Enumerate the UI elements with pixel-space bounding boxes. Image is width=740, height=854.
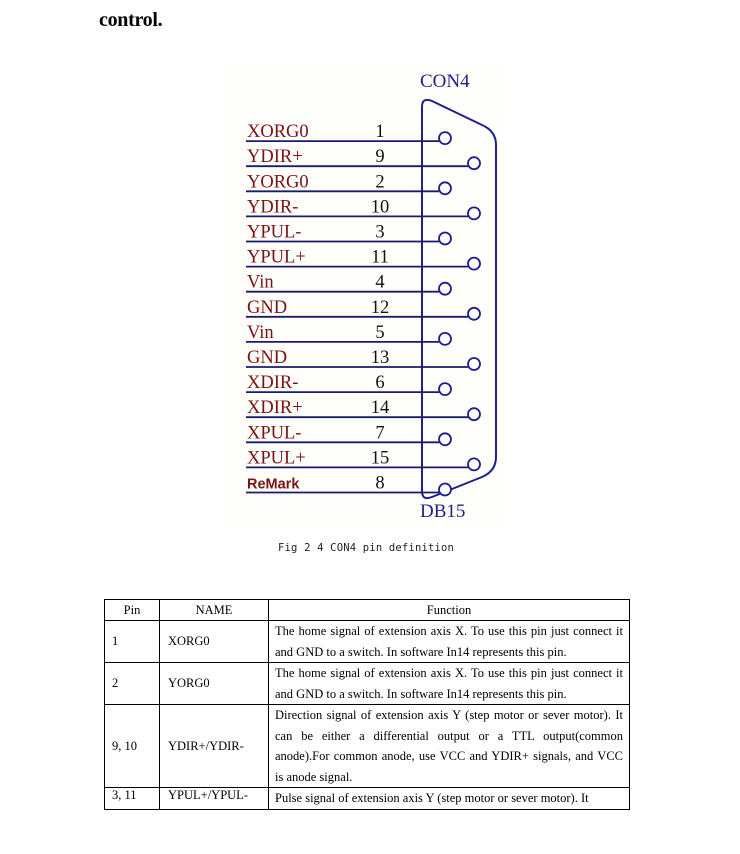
function-cell: The home signal of extension axis X. To use this pin just connect it and GND to a switch. In software In14 represents this pin.	[269, 663, 630, 705]
connector-label: CON4	[420, 71, 470, 92]
pin-signal-label: XPUL-	[247, 423, 302, 444]
pin-number: 12	[370, 297, 390, 318]
name-cell: XORG0	[160, 621, 269, 663]
connector-pin-circle	[468, 157, 480, 169]
connector-pin-circle	[439, 132, 451, 144]
pin-number: 5	[375, 322, 385, 343]
connector-pin-circle	[439, 433, 451, 445]
pin-number: 7	[375, 423, 385, 444]
pin-signal-label: YORG0	[247, 172, 309, 193]
figure-caption: Fig 2 4 CON4 pin definition	[278, 542, 455, 554]
pin-number: 8	[375, 473, 385, 494]
con4-diagram-svg	[224, 65, 508, 532]
pin-number: 11	[371, 247, 389, 268]
connector-pin-circle	[439, 383, 451, 395]
name-cell: YPUL+/YPUL-	[160, 788, 269, 810]
pin-number: 13	[370, 348, 390, 368]
connector-pin-circle	[468, 458, 480, 470]
connector-pin-circle	[439, 233, 451, 245]
connector-pin-circle	[439, 484, 451, 496]
pin-cell: 2	[105, 663, 160, 705]
pin-function-table	[104, 599, 630, 810]
pin-signal-label: Vin	[247, 322, 274, 343]
table-row	[105, 705, 630, 788]
pin-signal-label: YDIR+	[247, 147, 303, 168]
section-heading: control.	[99, 9, 163, 31]
pin-number: 3	[375, 222, 385, 243]
pin-signal-label: ReMark	[247, 476, 300, 493]
connector-pin-circle	[439, 333, 451, 345]
pin-cell: 3, 11	[105, 788, 160, 810]
connector-type-label: DB15	[420, 501, 466, 522]
connector-pin-circle	[468, 207, 480, 219]
pin-number: 4	[375, 272, 385, 293]
pin-signal-label: YDIR-	[247, 197, 299, 218]
table-header-row	[105, 600, 630, 621]
pin-signal-label: YPUL+	[247, 247, 306, 268]
connector-pin-circle	[468, 408, 480, 420]
pin-signal-label: GND	[247, 297, 288, 318]
header-name: NAME	[160, 600, 269, 621]
table-row	[105, 788, 630, 810]
function-cell: Pulse signal of extension axis Y (step motor or sever motor). It	[269, 788, 630, 810]
name-cell: YORG0	[160, 663, 269, 705]
function-cell: Direction signal of extension axis Y (step motor or sever motor). It can be either a differential output or a TTL output(common anode).For common anode, use VCC and YDIR+ signals, and VCC is anode signal.	[269, 705, 630, 788]
pin-signal-label: XORG0	[247, 122, 309, 143]
pin-number: 2	[375, 172, 385, 193]
pin-signal-label: XDIR-	[247, 373, 299, 394]
name-cell: YDIR+/YDIR-	[160, 705, 269, 788]
table-row	[105, 621, 630, 663]
con4-pin-diagram	[224, 65, 508, 532]
pin-cell: 1	[105, 621, 160, 663]
table-row	[105, 663, 630, 705]
pin-signal-label: Vin	[247, 272, 274, 293]
connector-pin-circle	[439, 283, 451, 295]
pin-number: 15	[370, 448, 390, 469]
function-cell: The home signal of extension axis X. To use this pin just connect it and GND to a switch. In software In14 represents this pin.	[269, 621, 630, 663]
pin-number: 9	[375, 147, 385, 168]
pin-cell: 9, 10	[105, 705, 160, 788]
pin-number: 1	[375, 122, 385, 143]
header-function: Function	[269, 600, 630, 621]
pin-number: 10	[370, 197, 390, 218]
pin-signal-label: XDIR+	[247, 398, 303, 419]
connector-pin-circle	[468, 358, 480, 370]
pin-signal-label: XPUL+	[247, 448, 306, 469]
db15-connector-shell	[422, 100, 496, 498]
pin-signal-label: YPUL-	[247, 222, 302, 243]
header-pin: Pin	[105, 600, 160, 621]
connector-pin-circle	[468, 258, 480, 270]
pin-number: 14	[370, 398, 390, 419]
connector-pin-circle	[439, 182, 451, 194]
pin-signal-label: GND	[247, 348, 288, 368]
connector-pin-circle	[468, 308, 480, 320]
pin-number: 6	[375, 373, 385, 394]
